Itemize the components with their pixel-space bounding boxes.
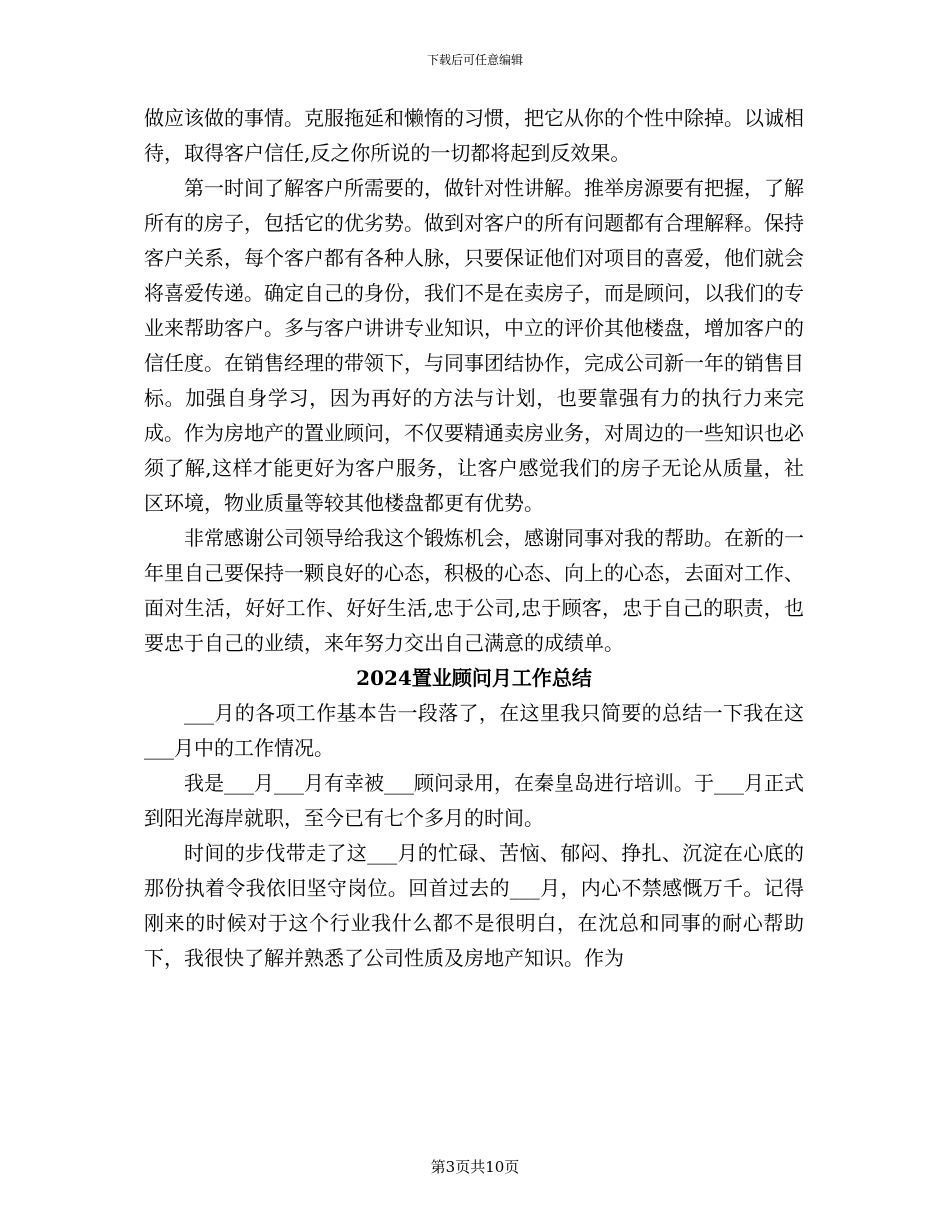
- paragraph: 第一时间了解客户所需要的，做针对性讲解。推举房源要有把握，了解所有的房子，包括它的优劣势。做到对客户的所有问题都有合理解释。保持客户关系，每个客户都有各种人脉，只要保证他们对项目的喜爱，他们就会将喜爱传递。确定自己的身份，我们不是在卖房子，而是顾问，以我们的专业来帮助客户。多与客户讲讲专业知识，中立的评价其他楼盘，增加客户的信任度。在销售经理的带领下，与同事团结协作，完成公司新一年的销售目标。加强自身学习，因为再好的方法与计划，也要靠强有力的执行力来完成。作为房地产的置业顾问，不仅要精通卖房业务，对周边的一些知识也必须了解,这样才能更好为客户服务，让客户感觉我们的房子无论从质量，社区环境，物业质量等较其他楼盘都更有优势。: [144, 176, 804, 515]
- document-body: [144, 101, 804, 976]
- page-header: 下载后可任意编辑: [426, 53, 523, 67]
- paragraph: 时间的步伐带走了这___月的忙碌、苦恼、郁闷、挣扎、沉淀在心底的那份执着令我依旧坚守岗位。回首过去的___月，内心不禁感慨万千。记得刚来的时候对于这个行业我什么都不是很明白，在沈总和同事的耐心帮助下，我很快了解并熟悉了公司性质及房地产知识。作为: [144, 841, 804, 970]
- paragraph: 做应该做的事情。克服拖延和懒惰的习惯，把它从你的个性中除掉。以诚相待，取得客户信任,反之你所说的一切都将起到反效果。: [144, 106, 804, 165]
- paragraph: 我是___月___月有幸被___顾问录用，在秦皇岛进行培训。于___月正式到阳光海岸就职，至今已有七个多月的时间。: [144, 771, 804, 830]
- paragraph: ___月的各项工作基本告一段落了，在这里我只简要的总结一下我在这___月中的工作情况。: [144, 701, 804, 760]
- section-title: 2024置业顾问月工作总结: [356, 666, 592, 690]
- page-footer: 第3页共10页: [430, 1158, 520, 1176]
- paragraph: 非常感谢公司领导给我这个锻炼机会，感谢同事对我的帮助。在新的一年里自己要保持一颗良好的心态，积极的心态、向上的心态，去面对工作、面对生活，好好工作、好好生活,忠于公司,忠于顾客，忠于自己的职责，也要忠于自己的业绩，来年努力交出自己满意的成绩单。: [144, 526, 804, 655]
